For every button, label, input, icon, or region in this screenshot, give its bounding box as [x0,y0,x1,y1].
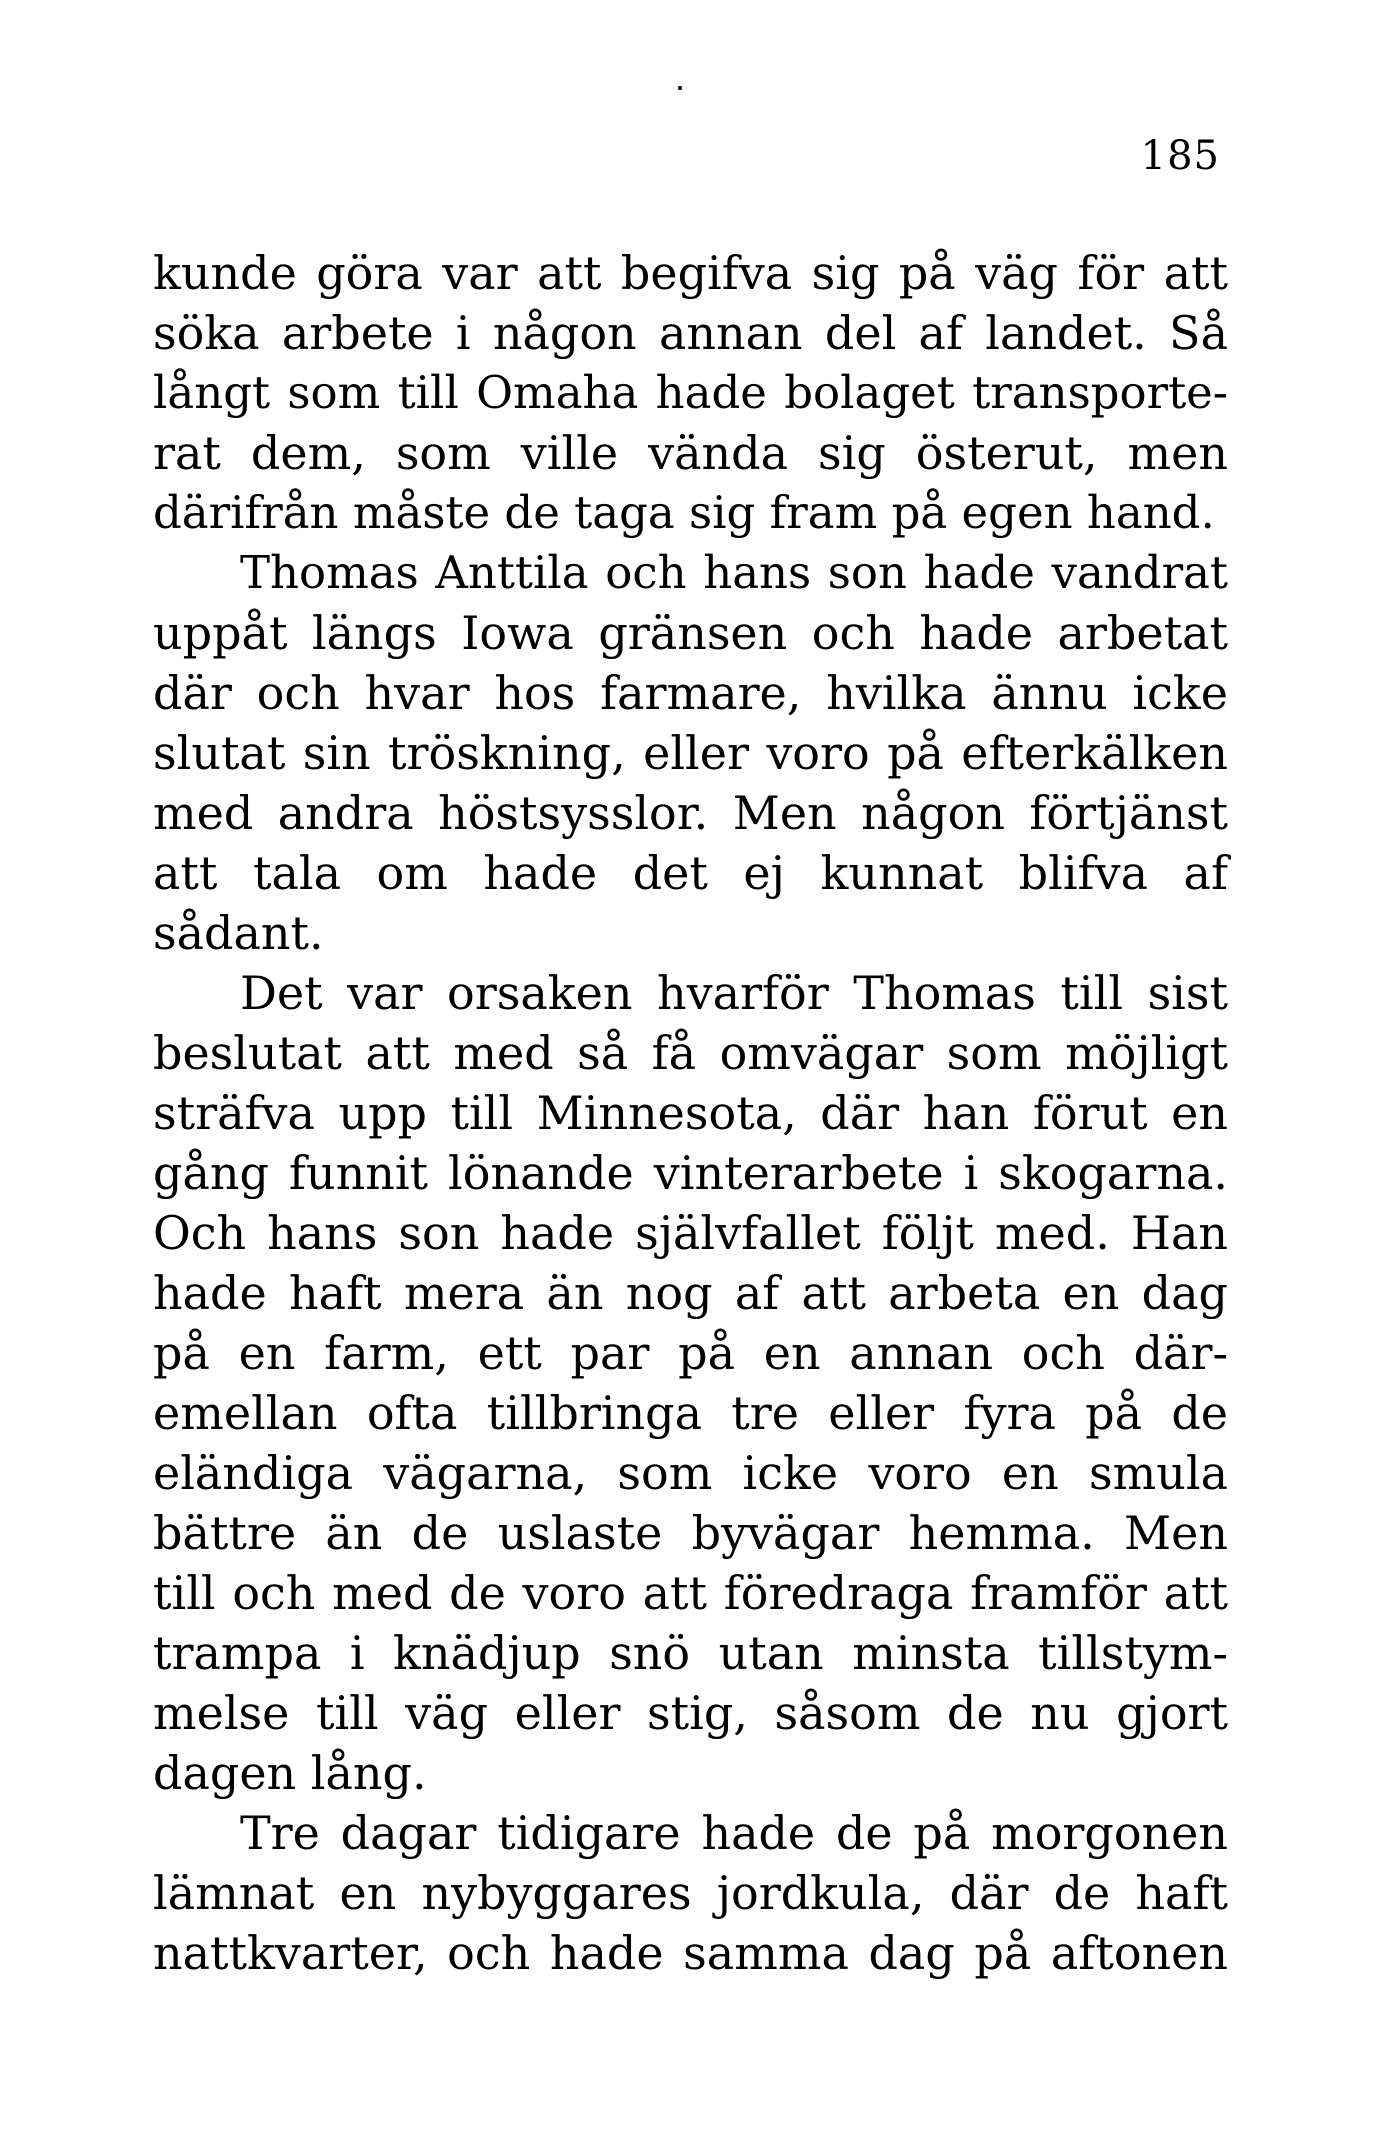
text-line: slutat sin tröskning, eller voro på efterkälken [153,726,1228,780]
page-number: 185 [1140,133,1220,179]
text-line: trampa i knädjup snö utan minsta tillstym- [153,1626,1228,1680]
text-line: Thomas Anttila och hans son hade vandrat [240,546,1228,599]
text-line: söka arbete i någon annan del af landet. Så [153,306,1228,360]
text-line: dagen lång. [153,1746,427,1800]
text-line: lämnat en nybyggares jordkula, där de haft [153,1866,1228,1920]
text-line: därifrån måste de taga sig fram på egen hand. [153,486,1215,539]
text-line: eländiga vägarna, som icke voro en smula [153,1446,1228,1500]
text-line: nattkvarter, och hade samma dag på aftonen [153,1926,1228,1980]
text-line: sträfva upp till Minnesota, där han förut en [153,1086,1228,1140]
text-line: Och hans son hade självfallet följt med. Han [153,1206,1228,1260]
text-line: att tala om hade det ej kunnat blifva af [153,846,1228,900]
text-line: till och med de voro att föredraga framför att [153,1566,1228,1620]
text-line: kunde göra var att begifva sig på väg för att [153,246,1228,300]
text-line: emellan ofta tillbringa tre eller fyra på de [153,1386,1228,1440]
text-line: långt som till Omaha hade bolaget transporte- [153,366,1228,419]
text-line: melse till väg eller stig, såsom de nu gjort [153,1686,1228,1740]
text-line: där och hvar hos farmare, hvilka ännu icke [153,666,1228,720]
text-line: rat dem, som ville vända sig österut, men [153,426,1228,480]
print-speck [678,86,682,90]
text-line: uppåt längs Iowa gränsen och hade arbetat [153,606,1228,660]
text-line: bättre än de uslaste byvägar hemma. Men [153,1506,1228,1560]
text-line: Det var orsaken hvarför Thomas till sist [240,966,1228,1020]
text-line: Tre dagar tidigare hade de på morgonen [240,1806,1228,1860]
text-line: hade haft mera än nog af att arbeta en dag [153,1266,1228,1320]
text-line: sådant. [153,906,324,960]
text-line: beslutat att med så få omvägar som möjligt [153,1026,1228,1080]
body-text [153,243,1228,1983]
text-line: med andra höstsysslor. Men någon förtjänst [153,786,1228,840]
text-line: gång funnit lönande vinterarbete i skogarna. [153,1146,1228,1200]
text-line: på en farm, ett par på en annan och där- [153,1326,1228,1380]
